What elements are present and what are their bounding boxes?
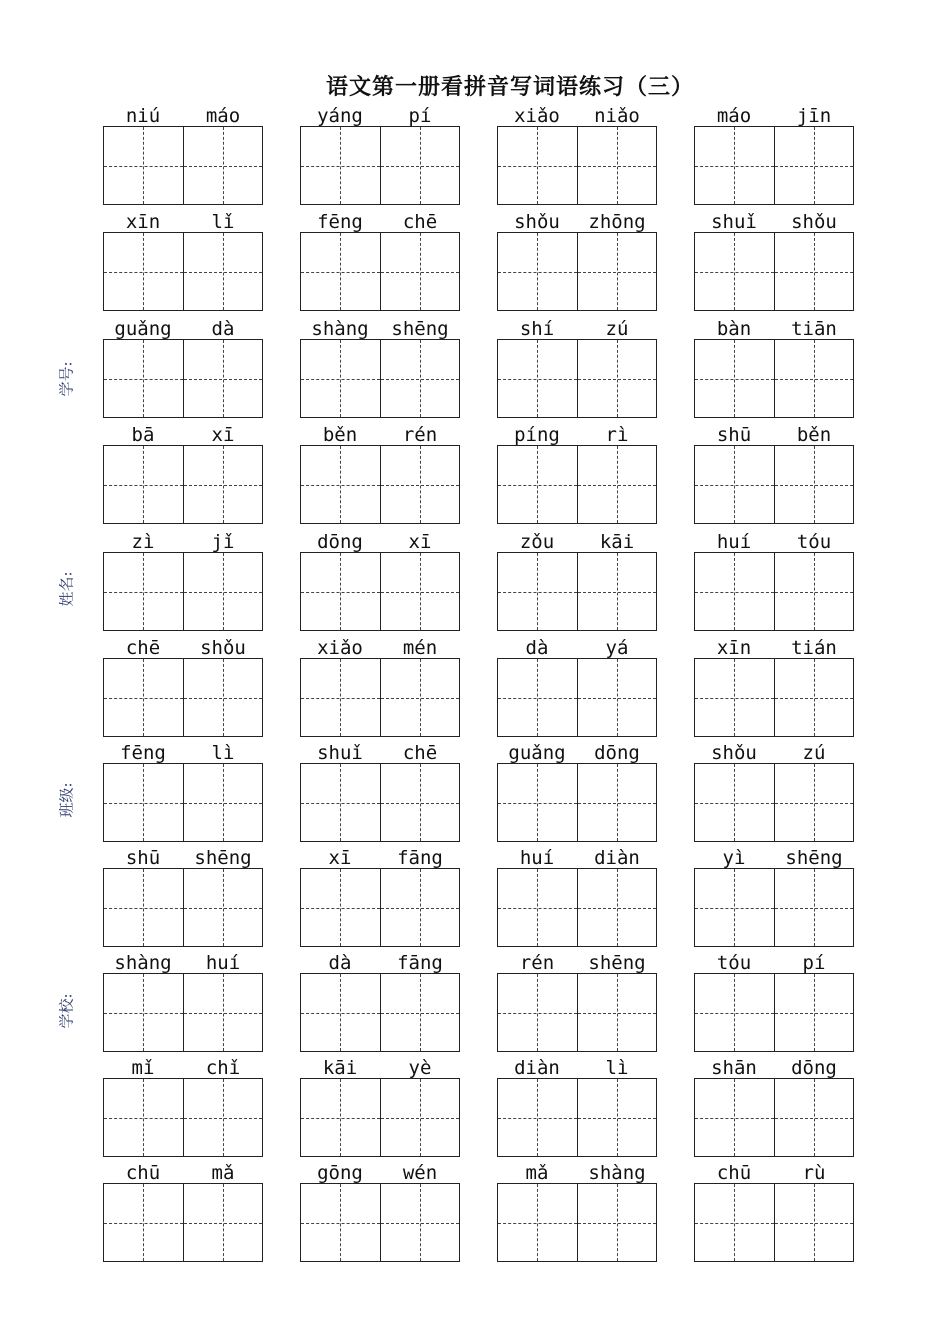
writing-cell[interactable] bbox=[775, 869, 854, 946]
pinyin-row bbox=[497, 1163, 657, 1183]
pinyin-syllable: shū bbox=[125, 847, 161, 869]
pinyin-syllable: shí bbox=[519, 318, 555, 340]
pinyin-row bbox=[103, 106, 263, 126]
writing-cell[interactable] bbox=[301, 553, 381, 630]
tianzige-grid bbox=[300, 126, 460, 205]
writing-cell[interactable] bbox=[381, 974, 460, 1051]
pinyin-syllable: shēng bbox=[785, 847, 843, 869]
pinyin-syllable: mǎ bbox=[211, 1162, 235, 1184]
tianzige-grid bbox=[300, 973, 460, 1052]
writing-cell[interactable] bbox=[498, 869, 578, 946]
pinyin-syllable: dōng bbox=[791, 1057, 837, 1079]
writing-cell[interactable] bbox=[695, 659, 775, 736]
pinyin-row bbox=[300, 848, 460, 868]
writing-cell[interactable] bbox=[104, 1079, 184, 1156]
pinyin-row bbox=[300, 1163, 460, 1183]
pinyin-syllable: huí bbox=[716, 531, 752, 553]
writing-cell[interactable] bbox=[104, 446, 184, 523]
pinyin-syllable: bàn bbox=[716, 318, 752, 340]
writing-cell[interactable] bbox=[775, 127, 854, 204]
pinyin-syllable: tián bbox=[791, 637, 837, 659]
pinyin-syllable: mǎ bbox=[525, 1162, 549, 1184]
pinyin-syllable: shǒu bbox=[514, 211, 560, 233]
writing-cell[interactable] bbox=[301, 659, 381, 736]
writing-cell[interactable] bbox=[381, 869, 460, 946]
pinyin-syllable: máo bbox=[205, 105, 241, 127]
pinyin-syllable: xīn bbox=[716, 637, 752, 659]
pinyin-syllable: lì bbox=[605, 1057, 629, 1079]
pinyin-syllable: lǐ bbox=[211, 211, 235, 233]
pinyin-syllable: shuǐ bbox=[711, 211, 757, 233]
pinyin-syllable: dōng bbox=[594, 742, 640, 764]
writing-cell[interactable] bbox=[775, 1184, 854, 1261]
pinyin-syllable: kāi bbox=[599, 531, 635, 553]
writing-cell[interactable] bbox=[775, 974, 854, 1051]
pinyin-row bbox=[694, 106, 854, 126]
pinyin-row bbox=[103, 638, 263, 658]
pinyin-syllable: shàng bbox=[311, 318, 369, 340]
pinyin-row bbox=[103, 953, 263, 973]
pinyin-syllable: shǒu bbox=[200, 637, 246, 659]
tianzige-grid bbox=[300, 552, 460, 631]
pinyin-syllable: yá bbox=[605, 637, 629, 659]
tianzige-grid bbox=[497, 445, 657, 524]
writing-cell[interactable] bbox=[301, 1079, 381, 1156]
pinyin-syllable: zǒu bbox=[519, 531, 555, 553]
pinyin-syllable: shēng bbox=[391, 318, 449, 340]
writing-cell[interactable] bbox=[498, 974, 578, 1051]
tianzige-grid bbox=[103, 868, 263, 947]
writing-cell[interactable] bbox=[498, 659, 578, 736]
writing-cell[interactable] bbox=[301, 446, 381, 523]
writing-cell[interactable] bbox=[381, 233, 460, 310]
writing-cell[interactable] bbox=[381, 659, 460, 736]
tianzige-grid bbox=[497, 1078, 657, 1157]
side-label-student-number: 学号: bbox=[57, 361, 76, 397]
pinyin-syllable: wén bbox=[402, 1162, 438, 1184]
writing-cell[interactable] bbox=[381, 340, 460, 417]
writing-cell[interactable] bbox=[695, 340, 775, 417]
pinyin-syllable: shuǐ bbox=[317, 742, 363, 764]
writing-cell[interactable] bbox=[498, 446, 578, 523]
writing-cell[interactable] bbox=[104, 1184, 184, 1261]
pinyin-row bbox=[300, 953, 460, 973]
pinyin-row bbox=[103, 532, 263, 552]
pinyin-syllable: fāng bbox=[397, 952, 443, 974]
pinyin-row bbox=[694, 212, 854, 232]
writing-cell[interactable] bbox=[381, 1079, 460, 1156]
pinyin-syllable: mǐ bbox=[131, 1057, 155, 1079]
pinyin-syllable: huí bbox=[519, 847, 555, 869]
pinyin-syllable: jīn bbox=[796, 105, 832, 127]
pinyin-syllable: diàn bbox=[594, 847, 640, 869]
pinyin-syllable: chū bbox=[716, 1162, 752, 1184]
pinyin-row bbox=[300, 743, 460, 763]
writing-cell[interactable] bbox=[381, 764, 460, 841]
pinyin-syllable: kāi bbox=[322, 1057, 358, 1079]
writing-cell[interactable] bbox=[578, 974, 657, 1051]
pinyin-row bbox=[300, 425, 460, 445]
writing-cell[interactable] bbox=[578, 1184, 657, 1261]
pinyin-row bbox=[497, 532, 657, 552]
pinyin-syllable: chē bbox=[125, 637, 161, 659]
writing-cell[interactable] bbox=[184, 869, 263, 946]
pinyin-syllable: diàn bbox=[514, 1057, 560, 1079]
pinyin-syllable: niú bbox=[125, 105, 161, 127]
tianzige-grid bbox=[694, 1183, 854, 1262]
pinyin-syllable: chū bbox=[125, 1162, 161, 1184]
pinyin-syllable: yáng bbox=[317, 105, 363, 127]
pinyin-row bbox=[300, 1058, 460, 1078]
pinyin-syllable: shàng bbox=[114, 952, 172, 974]
pinyin-row bbox=[103, 848, 263, 868]
writing-cell[interactable] bbox=[775, 553, 854, 630]
pinyin-row bbox=[497, 106, 657, 126]
pinyin-syllable: dà bbox=[525, 637, 549, 659]
pinyin-syllable: yì bbox=[722, 847, 746, 869]
pinyin-syllable: chē bbox=[402, 211, 438, 233]
writing-cell[interactable] bbox=[578, 1079, 657, 1156]
writing-cell[interactable] bbox=[775, 340, 854, 417]
pinyin-row bbox=[300, 532, 460, 552]
side-label-class: 班级: bbox=[57, 782, 76, 818]
writing-cell[interactable] bbox=[104, 974, 184, 1051]
writing-cell[interactable] bbox=[184, 446, 263, 523]
tianzige-grid bbox=[300, 868, 460, 947]
pinyin-syllable: chē bbox=[402, 742, 438, 764]
tianzige-grid bbox=[497, 973, 657, 1052]
tianzige-grid bbox=[300, 658, 460, 737]
tianzige-grid bbox=[497, 868, 657, 947]
writing-cell[interactable] bbox=[695, 233, 775, 310]
writing-cell[interactable] bbox=[498, 1184, 578, 1261]
tianzige-grid bbox=[694, 658, 854, 737]
tianzige-grid bbox=[497, 552, 657, 631]
writing-cell[interactable] bbox=[184, 553, 263, 630]
writing-cell[interactable] bbox=[381, 446, 460, 523]
tianzige-grid bbox=[694, 339, 854, 418]
pinyin-syllable: xiǎo bbox=[514, 105, 560, 127]
tianzige-grid bbox=[103, 445, 263, 524]
writing-cell[interactable] bbox=[775, 233, 854, 310]
pinyin-syllable: jǐ bbox=[211, 531, 235, 553]
tianzige-grid bbox=[103, 658, 263, 737]
writing-cell[interactable] bbox=[104, 127, 184, 204]
writing-cell[interactable] bbox=[301, 869, 381, 946]
writing-cell[interactable] bbox=[578, 446, 657, 523]
pinyin-syllable: gōng bbox=[317, 1162, 363, 1184]
pinyin-syllable: zú bbox=[605, 318, 629, 340]
pinyin-syllable: xī bbox=[408, 531, 432, 553]
writing-cell[interactable] bbox=[578, 764, 657, 841]
pinyin-syllable: rì bbox=[605, 424, 629, 446]
pinyin-syllable: běn bbox=[796, 424, 832, 446]
tianzige-grid bbox=[497, 232, 657, 311]
tianzige-grid bbox=[497, 658, 657, 737]
pinyin-syllable: shēng bbox=[588, 952, 646, 974]
tianzige-grid bbox=[300, 1183, 460, 1262]
tianzige-grid bbox=[497, 763, 657, 842]
pinyin-row bbox=[497, 953, 657, 973]
pinyin-syllable: tóu bbox=[796, 531, 832, 553]
pinyin-row bbox=[300, 319, 460, 339]
page-title: 语文第一册看拼音写词语练习（三） bbox=[325, 74, 694, 100]
pinyin-syllable: chǐ bbox=[205, 1057, 241, 1079]
tianzige-grid bbox=[103, 339, 263, 418]
pinyin-row bbox=[103, 319, 263, 339]
writing-cell[interactable] bbox=[104, 233, 184, 310]
writing-cell[interactable] bbox=[775, 446, 854, 523]
pinyin-syllable: máo bbox=[716, 105, 752, 127]
writing-cell[interactable] bbox=[775, 764, 854, 841]
pinyin-syllable: tóu bbox=[716, 952, 752, 974]
pinyin-syllable: zhōng bbox=[588, 211, 646, 233]
tianzige-grid bbox=[694, 868, 854, 947]
writing-cell[interactable] bbox=[381, 553, 460, 630]
writing-cell[interactable] bbox=[695, 1184, 775, 1261]
tianzige-grid bbox=[694, 552, 854, 631]
side-label-school: 学校: bbox=[57, 993, 76, 1029]
pinyin-row bbox=[497, 1058, 657, 1078]
tianzige-grid bbox=[103, 126, 263, 205]
writing-cell[interactable] bbox=[301, 233, 381, 310]
pinyin-syllable: rén bbox=[402, 424, 438, 446]
writing-cell[interactable] bbox=[775, 659, 854, 736]
pinyin-syllable: shān bbox=[711, 1057, 757, 1079]
writing-cell[interactable] bbox=[498, 233, 578, 310]
pinyin-row bbox=[103, 1058, 263, 1078]
pinyin-row bbox=[694, 848, 854, 868]
pinyin-syllable: shàng bbox=[588, 1162, 646, 1184]
writing-cell[interactable] bbox=[381, 1184, 460, 1261]
tianzige-grid bbox=[300, 339, 460, 418]
pinyin-row bbox=[497, 212, 657, 232]
writing-cell[interactable] bbox=[695, 127, 775, 204]
pinyin-syllable: lì bbox=[211, 742, 235, 764]
pinyin-row bbox=[694, 1058, 854, 1078]
tianzige-grid bbox=[497, 126, 657, 205]
pinyin-row bbox=[694, 1163, 854, 1183]
pinyin-row bbox=[300, 638, 460, 658]
writing-cell[interactable] bbox=[104, 659, 184, 736]
pinyin-syllable: shǒu bbox=[711, 742, 757, 764]
pinyin-row bbox=[694, 743, 854, 763]
pinyin-syllable: mén bbox=[402, 637, 438, 659]
pinyin-syllable: dà bbox=[328, 952, 352, 974]
writing-cell[interactable] bbox=[695, 553, 775, 630]
pinyin-syllable: guǎng bbox=[508, 742, 566, 764]
tianzige-grid bbox=[300, 232, 460, 311]
pinyin-syllable: dà bbox=[211, 318, 235, 340]
writing-cell[interactable] bbox=[104, 340, 184, 417]
pinyin-syllable: fāng bbox=[397, 847, 443, 869]
pinyin-row bbox=[497, 743, 657, 763]
pinyin-syllable: guǎng bbox=[114, 318, 172, 340]
writing-cell[interactable] bbox=[301, 1184, 381, 1261]
writing-cell[interactable] bbox=[184, 764, 263, 841]
pinyin-row bbox=[300, 212, 460, 232]
writing-cell[interactable] bbox=[578, 869, 657, 946]
writing-cell[interactable] bbox=[301, 127, 381, 204]
pinyin-row bbox=[103, 425, 263, 445]
pinyin-syllable: pí bbox=[802, 952, 826, 974]
writing-cell[interactable] bbox=[498, 127, 578, 204]
pinyin-row bbox=[694, 425, 854, 445]
writing-cell[interactable] bbox=[695, 1079, 775, 1156]
tianzige-grid bbox=[103, 232, 263, 311]
writing-cell[interactable] bbox=[184, 1184, 263, 1261]
pinyin-syllable: huí bbox=[205, 952, 241, 974]
tianzige-grid bbox=[103, 763, 263, 842]
writing-cell[interactable] bbox=[578, 553, 657, 630]
pinyin-syllable: rén bbox=[519, 952, 555, 974]
writing-cell[interactable] bbox=[498, 764, 578, 841]
pinyin-row bbox=[694, 638, 854, 658]
tianzige-grid bbox=[694, 1078, 854, 1157]
writing-cell[interactable] bbox=[498, 340, 578, 417]
tianzige-grid bbox=[694, 763, 854, 842]
pinyin-syllable: pí bbox=[408, 105, 432, 127]
pinyin-syllable: fēng bbox=[317, 211, 363, 233]
pinyin-syllable: píng bbox=[514, 424, 560, 446]
tianzige-grid bbox=[694, 973, 854, 1052]
pinyin-syllable: rù bbox=[802, 1162, 826, 1184]
pinyin-syllable: fēng bbox=[120, 742, 166, 764]
tianzige-grid bbox=[103, 1078, 263, 1157]
tianzige-grid bbox=[497, 339, 657, 418]
writing-cell[interactable] bbox=[104, 553, 184, 630]
pinyin-row bbox=[103, 743, 263, 763]
writing-cell[interactable] bbox=[184, 233, 263, 310]
pinyin-syllable: běn bbox=[322, 424, 358, 446]
pinyin-row bbox=[694, 953, 854, 973]
tianzige-grid bbox=[300, 763, 460, 842]
writing-cell[interactable] bbox=[775, 1079, 854, 1156]
tianzige-grid bbox=[694, 445, 854, 524]
pinyin-syllable: xī bbox=[211, 424, 235, 446]
pinyin-row bbox=[497, 425, 657, 445]
writing-cell[interactable] bbox=[184, 127, 263, 204]
pinyin-syllable: shū bbox=[716, 424, 752, 446]
writing-cell[interactable] bbox=[498, 553, 578, 630]
pinyin-syllable: xīn bbox=[125, 211, 161, 233]
writing-cell[interactable] bbox=[695, 446, 775, 523]
writing-cell[interactable] bbox=[184, 1079, 263, 1156]
tianzige-grid bbox=[103, 1183, 263, 1262]
pinyin-syllable: zú bbox=[802, 742, 826, 764]
writing-cell[interactable] bbox=[301, 764, 381, 841]
pinyin-syllable: shǒu bbox=[791, 211, 837, 233]
writing-cell[interactable] bbox=[578, 659, 657, 736]
writing-cell[interactable] bbox=[184, 659, 263, 736]
writing-cell[interactable] bbox=[695, 764, 775, 841]
writing-cell[interactable] bbox=[578, 233, 657, 310]
pinyin-row bbox=[497, 848, 657, 868]
tianzige-grid bbox=[497, 1183, 657, 1262]
pinyin-syllable: dōng bbox=[317, 531, 363, 553]
writing-cell[interactable] bbox=[578, 127, 657, 204]
tianzige-grid bbox=[300, 445, 460, 524]
pinyin-row bbox=[694, 532, 854, 552]
tianzige-grid bbox=[300, 1078, 460, 1157]
tianzige-grid bbox=[694, 232, 854, 311]
tianzige-grid bbox=[103, 973, 263, 1052]
writing-cell[interactable] bbox=[498, 1079, 578, 1156]
pinyin-row bbox=[103, 212, 263, 232]
pinyin-syllable: shēng bbox=[194, 847, 252, 869]
writing-cell[interactable] bbox=[695, 974, 775, 1051]
writing-cell[interactable] bbox=[184, 340, 263, 417]
pinyin-syllable: zì bbox=[131, 531, 155, 553]
pinyin-syllable: bā bbox=[131, 424, 155, 446]
writing-cell[interactable] bbox=[381, 127, 460, 204]
pinyin-row bbox=[497, 319, 657, 339]
pinyin-row bbox=[300, 106, 460, 126]
writing-cell[interactable] bbox=[301, 340, 381, 417]
writing-cell[interactable] bbox=[104, 764, 184, 841]
writing-cell[interactable] bbox=[104, 869, 184, 946]
tianzige-grid bbox=[694, 126, 854, 205]
pinyin-row bbox=[103, 1163, 263, 1183]
writing-cell[interactable] bbox=[695, 869, 775, 946]
pinyin-syllable: tiān bbox=[791, 318, 837, 340]
pinyin-row bbox=[497, 638, 657, 658]
writing-cell[interactable] bbox=[184, 974, 263, 1051]
writing-cell[interactable] bbox=[301, 974, 381, 1051]
pinyin-syllable: yè bbox=[408, 1057, 432, 1079]
writing-cell[interactable] bbox=[578, 340, 657, 417]
pinyin-row bbox=[694, 319, 854, 339]
side-label-name: 姓名: bbox=[57, 571, 76, 607]
pinyin-syllable: xī bbox=[328, 847, 352, 869]
pinyin-syllable: niǎo bbox=[594, 105, 640, 127]
pinyin-syllable: xiǎo bbox=[317, 637, 363, 659]
tianzige-grid bbox=[103, 552, 263, 631]
